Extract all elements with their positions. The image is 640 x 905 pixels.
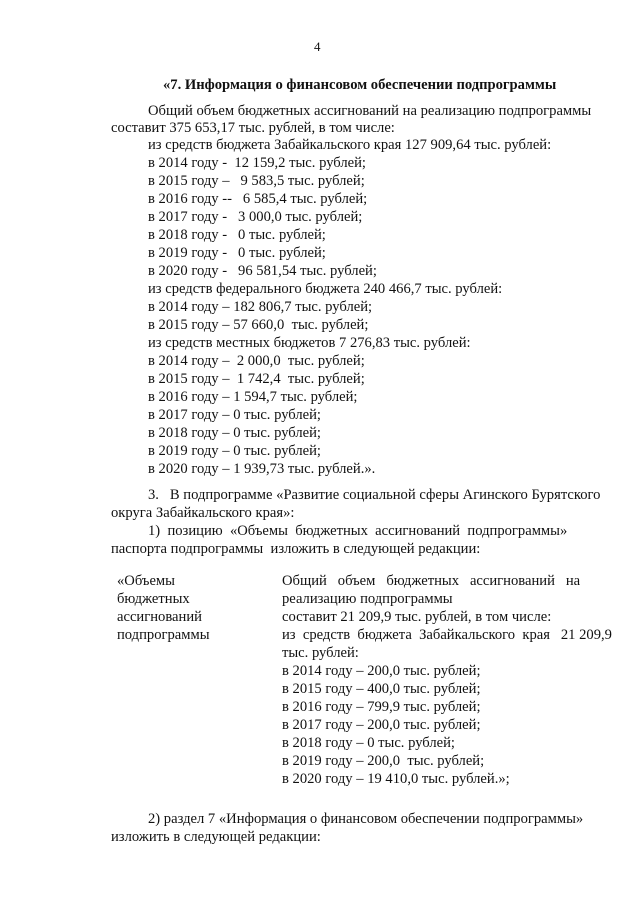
section-heading: «7. Информация о финансовом обеспечении подпрограммы bbox=[163, 77, 557, 93]
regional-year-line: в 2016 году -- 6 585,4 тыс. рублей; bbox=[148, 191, 368, 207]
local-year-line: в 2020 году – 1 939,73 тыс. рублей.». bbox=[148, 461, 376, 477]
local-budget-header: из средств местных бюджетов 7 276,83 тыс. рублей: bbox=[148, 335, 471, 351]
regional-year-line: в 2020 году - 96 581,54 тыс. рублей; bbox=[148, 263, 377, 279]
table-left-label: подпрограммы bbox=[117, 627, 210, 643]
intro-line: Общий объем бюджетных ассигнований на реализацию подпрограммы bbox=[148, 103, 592, 119]
local-year-line: в 2017 году – 0 тыс. рублей; bbox=[148, 407, 321, 423]
table-year-line: в 2020 году – 19 410,0 тыс. рублей.»; bbox=[282, 771, 510, 787]
local-year-line: в 2018 году – 0 тыс. рублей; bbox=[148, 425, 321, 441]
item3-sub2-line: 2) раздел 7 «Информация о финансовом обеспечении подпрограммы» bbox=[148, 811, 584, 827]
table-year-line: в 2017 году – 200,0 тыс. рублей; bbox=[282, 717, 481, 733]
table-right-line: из средств бюджета Забайкальского края 21 209,9 bbox=[282, 627, 612, 643]
federal-year-line: в 2015 году – 57 660,0 тыс. рублей; bbox=[148, 317, 369, 333]
regional-year-line: в 2018 году - 0 тыс. рублей; bbox=[148, 227, 326, 243]
federal-year-line: в 2014 году – 182 806,7 тыс. рублей; bbox=[148, 299, 373, 315]
table-left-label: ассигнований bbox=[117, 609, 202, 625]
item3-line: 3. В подпрограмме «Развитие социальной сферы Агинского Бурятского bbox=[148, 487, 601, 503]
local-year-line: в 2014 году – 2 000,0 тыс. рублей; bbox=[148, 353, 365, 369]
table-right-line: реализацию подпрограммы bbox=[282, 591, 453, 607]
local-year-line: в 2015 году – 1 742,4 тыс. рублей; bbox=[148, 371, 365, 387]
page-number: 4 bbox=[314, 39, 321, 54]
table-left-label: бюджетных bbox=[117, 591, 190, 607]
intro-line: составит 375 653,17 тыс. рублей, в том числе: bbox=[111, 120, 395, 136]
regional-year-line: в 2017 году - 3 000,0 тыс. рублей; bbox=[148, 209, 363, 225]
table-right-line: Общий объем бюджетных ассигнований на bbox=[282, 573, 581, 589]
table-year-line: в 2016 году – 799,9 тыс. рублей; bbox=[282, 699, 481, 715]
item3-sub2-line: изложить в следующей редакции: bbox=[111, 829, 321, 845]
table-year-line: в 2018 году – 0 тыс. рублей; bbox=[282, 735, 455, 751]
regional-year-line: в 2019 году - 0 тыс. рублей; bbox=[148, 245, 326, 261]
regional-year-line: в 2014 году - 12 159,2 тыс. рублей; bbox=[148, 155, 366, 171]
regional-year-line: в 2015 году – 9 583,5 тыс. рублей; bbox=[148, 173, 365, 189]
table-right-line: тыс. рублей: bbox=[282, 645, 359, 661]
table-right-line: составит 21 209,9 тыс. рублей, в том числе: bbox=[282, 609, 552, 625]
table-year-line: в 2015 году – 400,0 тыс. рублей; bbox=[282, 681, 481, 697]
table-left-label: «Объемы bbox=[117, 573, 175, 589]
item3-sub1-line: 1) позицию «Объемы бюджетных ассигнований подпрограммы» bbox=[148, 523, 568, 539]
table-year-line: в 2014 году – 200,0 тыс. рублей; bbox=[282, 663, 481, 679]
item3-line: округа Забайкальского края»: bbox=[111, 505, 295, 521]
regional-budget-header: из средств бюджета Забайкальского края 127 909,64 тыс. рублей: bbox=[148, 137, 552, 153]
item3-sub1-line: паспорта подпрограммы изложить в следующей редакции: bbox=[111, 541, 481, 557]
table-year-line: в 2019 году – 200,0 тыс. рублей; bbox=[282, 753, 485, 769]
local-year-line: в 2019 году – 0 тыс. рублей; bbox=[148, 443, 321, 459]
local-year-line: в 2016 году – 1 594,7 тыс. рублей; bbox=[148, 389, 358, 405]
federal-budget-header: из средств федерального бюджета 240 466,7 тыс. рублей: bbox=[148, 281, 503, 297]
